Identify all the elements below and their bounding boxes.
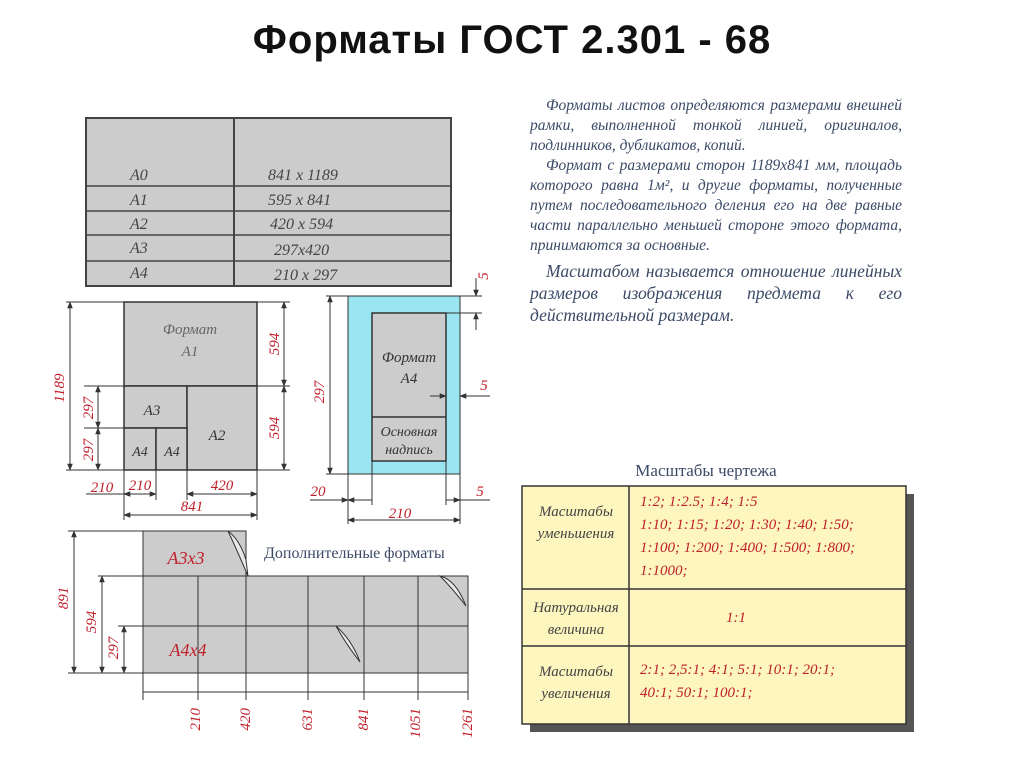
dim-1189: 1189 — [52, 373, 68, 403]
sheet-row-upper — [143, 576, 468, 626]
dim-add-891: 891 — [56, 586, 72, 610]
label-a3: А3 — [143, 403, 161, 419]
tick-631: 631 — [300, 708, 316, 731]
tick-1051: 1051 — [408, 708, 424, 738]
label-a3x3: А3х3 — [167, 548, 205, 568]
dim-841: 841 — [180, 499, 204, 515]
dim-594-lower: 594 — [267, 416, 283, 440]
description-p3: Масштабом называется отношение линейных размеров изображения предмета к его действительной размерам. — [530, 261, 902, 325]
scales-table — [522, 461, 914, 732]
dim-a4-right-5: 5 — [480, 378, 488, 394]
label-format-a1-line2: А1 — [181, 344, 199, 360]
scale-values-reduce-1: 1:2; 1:2.5; 1:4; 1:5 — [640, 494, 758, 510]
scale-values-reduce-2: 1:10; 1:15; 1:20; 1:30; 1:40; 1:50; — [640, 517, 854, 533]
title-block-line2: надпись — [385, 443, 433, 458]
scale-label-enlarge-1: Масштабы — [539, 664, 613, 680]
dim-a4-bottom-5: 5 — [476, 484, 484, 500]
scale-label-natural-2: величина — [547, 622, 605, 638]
scale-values-natural: 1:1 — [726, 610, 746, 626]
title-block-line1: Основная — [380, 425, 438, 440]
label-a4-left: А4 — [132, 445, 148, 460]
tick-1261: 1261 — [460, 708, 476, 738]
scale-values-reduce-4: 1:1000; — [640, 563, 688, 579]
format-division-diagram — [52, 302, 290, 520]
description-p2: Формат с размерами сторон 1189x841 мм, площадь которого равна 1м², и другие форматы, полученные путем последовательного деления его на две равные части параллельно меньшей стороне этого формата, принимаются за основные. — [530, 157, 902, 254]
tick-420: 420 — [238, 708, 254, 731]
dim-420: 420 — [210, 478, 234, 494]
page-title: Форматы ГОСТ 2.301 - 68 — [252, 18, 772, 62]
scale-label-reduce-2: уменьшения — [537, 526, 615, 542]
scale-values-reduce-3: 1:100; 1:200; 1:400; 1:500; 1:800; — [640, 540, 855, 556]
tick-841: 841 — [356, 708, 372, 731]
format-name-a3: A3 — [130, 240, 148, 257]
description-p1: Форматы листов определяются размерами внешней рамки, выполненной тонкой линией, оригиналов, подлинников, дубликатов, копий. — [530, 97, 902, 154]
format-size-a4: 210 x 297 — [274, 267, 338, 284]
scales-title: Масштабы чертежа — [635, 461, 777, 480]
dim-594-upper: 594 — [267, 332, 283, 356]
additional-formats-title: Дополнительные форматы — [264, 545, 445, 562]
format-size-a0: 841 x 1189 — [268, 167, 338, 184]
format-name-a2: A2 — [130, 216, 148, 233]
dim-add-594: 594 — [84, 610, 100, 634]
scale-values-enlarge-2: 40:1; 50:1; 100:1; — [640, 685, 753, 701]
format-name-a4: A4 — [130, 265, 148, 282]
a4-frame-diagram — [310, 272, 492, 524]
dim-add-297: 297 — [106, 636, 122, 660]
label-a2: А2 — [208, 428, 226, 444]
dim-a4-210: 210 — [388, 506, 412, 522]
format-name-a0: A0 — [130, 167, 148, 184]
label-a4x4: А4х4 — [169, 640, 207, 660]
description-text — [530, 96, 902, 326]
dim-297-upper: 297 — [81, 396, 97, 420]
format-table — [86, 118, 451, 286]
label-a4-right: А4 — [164, 445, 180, 460]
label-format-a4-line2: А4 — [400, 371, 418, 387]
dim-a4-top-5: 5 — [476, 272, 492, 280]
format-size-a3: 297x420 — [274, 242, 330, 259]
format-name-a1: A1 — [130, 192, 148, 209]
scale-label-reduce-1: Масштабы — [539, 504, 613, 520]
dim-210-inner: 210 — [128, 478, 152, 494]
format-size-a2: 420 x 594 — [270, 216, 334, 233]
label-format-a4-line1: Формат — [381, 350, 437, 366]
tick-210: 210 — [188, 708, 204, 731]
dim-297-lower: 297 — [81, 438, 97, 462]
format-size-a1: 595 x 841 — [268, 192, 332, 209]
dim-a4-297: 297 — [312, 380, 328, 404]
dim-210-outer: 210 — [90, 480, 114, 496]
scale-label-enlarge-2: увеличения — [541, 686, 611, 702]
dim-a4-left-20: 20 — [310, 484, 326, 500]
additional-formats-diagram — [56, 531, 476, 738]
scale-label-natural-1: Натуральная — [533, 600, 619, 616]
label-format-a1-line1: Формат — [162, 322, 218, 338]
scale-values-enlarge-1: 2:1; 2,5:1; 4:1; 5:1; 10:1; 20:1; — [640, 662, 835, 678]
